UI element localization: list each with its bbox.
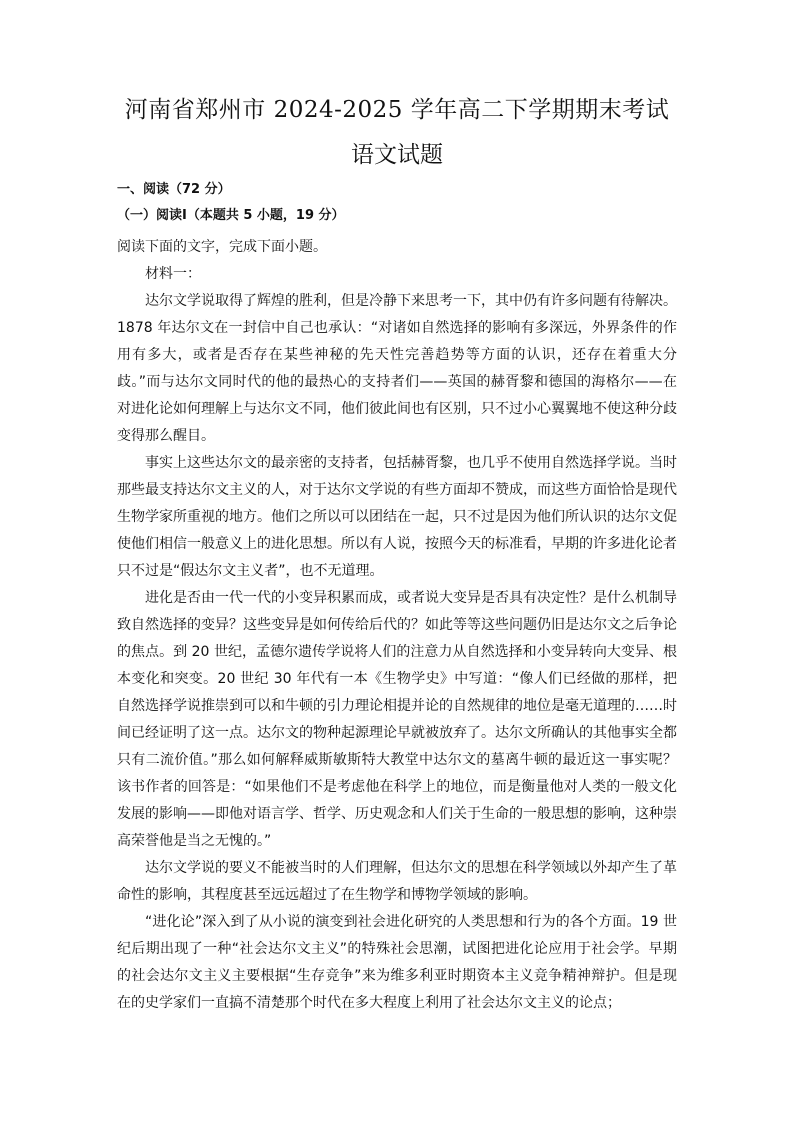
document-subtitle: 语文试题: [351, 142, 443, 168]
subsection-heading: （一）阅读Ⅰ（本题共 5 小题，19 分）: [117, 208, 345, 223]
paragraph: 达尔文学说的要义不能被当时的人们理解，但达尔文的思想在科学领域以外却产生了革命性的影响，其程度甚至远远超过了在生物学和博物学领域的影响。: [117, 860, 677, 903]
instruction-text: 阅读下面的文字，完成下面小题。: [117, 239, 327, 255]
paragraph: “进化论”深入到了从小说的演变到社会进化研究的人类思想和行为的各个方面。19 世纪后期出现了一种“社会达尔文主义”的特殊社会思潮，试图把进化论应用于社会学。早期的社会达尔文主义主要根据“生存竞争”来为维多利亚时期资本主义竞争精神辩护。但是现在的史学家们一直搞不清楚那个时代在多大程度上利用了社会达尔文主义的论点；: [117, 914, 677, 1011]
paragraph: 进化是否由一代一代的小变异积累而成，或者说大变异是否具有决定性？是什么机制导致自然选择的变异？这些变异是如何传给后代的？如此等等这些问题仍旧是达尔文之后争论的焦点。到 20 世纪，孟德尔遗传学说将人们的注意力从自然选择和小变异转向大变异、根本变化和突变。20 世纪 30 年代有一本《生物学史》中写道：“像人们已经做的那样，把自然选择学说推崇到可以和牛顿的引力理论相提并论的自然规律的地位是毫无道理的……时间已经证明了这一点。达尔文的物种起源理论早就被放弃了。达尔文所确认的其他事实全都只有二流价值。”那么如何解释威斯敏斯特大教堂中达尔文的墓离牛顿的最近这一事实呢？该书作者的回答是：“如果他们不是考虑他在科学上的地位，而是衡量他对人类的一般文化发展的影响——即他对语言学、哲学、历史观念和人们关于生命的一般思想的影响，这种崇高荣誉他是当之无愧的。”: [117, 590, 677, 849]
document-title: 河南省郑州市 2024-2025 学年高二下学期期末考试: [124, 97, 670, 123]
paragraph: 事实上这些达尔文的最亲密的支持者，包括赫胥黎，也几乎不使用自然选择学说。当时那些最支持达尔文主义的人，对于达尔文学说的有些方面却不赞成，而这些方面恰恰是现代生物学家所重视的地方。他们之所以可以团结在一起，只不过是因为他们所认识的达尔文促使他们相信一般意义上的进化思想。所以有人说，按照今天的标准看，早期的许多进化论者只不过是“假达尔文主义者”，也不无道理。: [117, 455, 677, 579]
material-label: 材料一：: [145, 266, 201, 282]
section-heading: 一、阅读（72 分）: [117, 182, 231, 197]
paragraph: 达尔文学说取得了辉煌的胜利，但是冷静下来思考一下，其中仍有许多问题有待解决。1878 年达尔文在一封信中自己也承认：“对诸如自然选择的影响有多深远，外界条件的作用有多大，或者是否存在某些神秘的先天性完善趋势等方面的认识，还存在着重大分歧。”而与达尔文同时代的他的最热心的支持者们——英国的赫胥黎和德国的海格尔——在对进化论如何理解上与达尔文不同，他们彼此间也有区别，只不过小心翼翼地不使这种分歧变得那么醒目。: [117, 293, 677, 444]
reading-passage: [117, 234, 677, 1017]
